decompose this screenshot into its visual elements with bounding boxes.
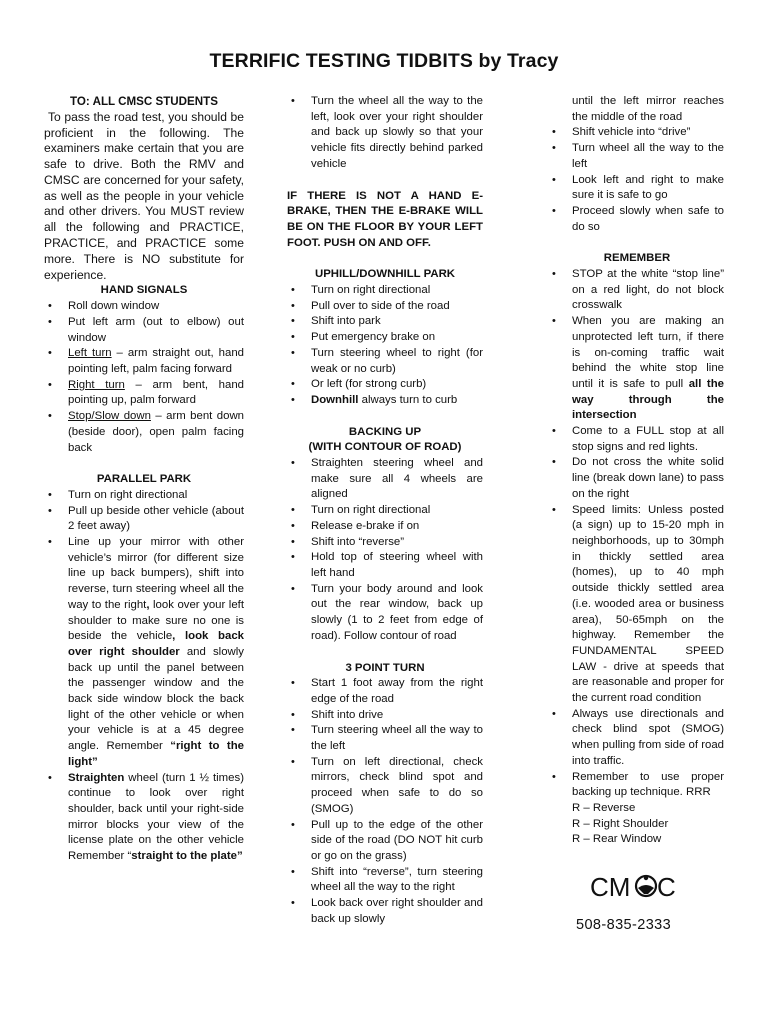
item-text: When you are making an unprotected left turn, if there is on-coming traffic wait behind the white stop line until it is safe to pull	[572, 315, 724, 390]
rrr-reverse: R – Reverse	[572, 801, 636, 814]
list-item: • Turn on right directional	[44, 488, 244, 504]
list-item	[44, 771, 244, 865]
list-item: • Shift into “reverse”, turn steering wheel all the way to the right	[287, 865, 483, 896]
intro-heading: TO: ALL CMSC STUDENTS	[70, 95, 218, 108]
list-item: • Always use directionals and check blind spot (SMOG) when pulling from side of road into traffic.	[550, 707, 724, 770]
item-text: always turn to curb	[358, 393, 458, 406]
list-item: • Turn the wheel all the way to the left, look over your right shoulder and back up slowly so that your vehicle fits directly behind parked vehicle	[287, 94, 483, 173]
column-2	[287, 94, 483, 927]
list-item: • Turn steering wheel to right (for weak or no curb)	[287, 346, 483, 377]
stop-term: Stop/Slow down	[68, 410, 151, 423]
svg-text:C: C	[657, 872, 676, 903]
column-3	[550, 94, 724, 933]
list-item: • Turn on right directional	[287, 283, 483, 299]
rrr-rear-window: R – Rear Window	[572, 833, 662, 846]
list-item: • Turn on left directional, check mirrors, check blind spot and proceed when safe to do so (SMOG)	[287, 755, 483, 818]
list-item: • Turn steering wheel all the way to the left	[287, 723, 483, 754]
list-item	[287, 393, 483, 409]
parallel-park-heading: PARALLEL PARK	[96, 473, 192, 486]
right-turn-desc: – arm bent, hand pointing up, palm forward	[68, 378, 244, 407]
remember-list	[550, 267, 724, 801]
list-item: • Pull up beside other vehicle (about 2 feet away)	[44, 504, 244, 535]
stop-desc: – arm bent down (beside door), open palm facing back	[68, 410, 245, 454]
hand-signals-list	[44, 299, 244, 456]
rrr-right-shoulder: R – Right Shoulder	[572, 817, 669, 830]
column-1	[44, 94, 244, 865]
backing-subheading: (WITH CONTOUR OF ROAD)	[308, 441, 462, 454]
list-item: • STOP at the white “stop line” on a red light, do not block crosswalk	[550, 267, 724, 314]
list-item	[44, 378, 244, 409]
list-item: • Shift into “reverse”	[287, 535, 483, 551]
right-turn-term: Right turn	[68, 378, 125, 391]
item-text: , look back over right shoulder	[68, 630, 244, 658]
list-item: • Remember to use proper backing up technique. RRR	[550, 770, 724, 801]
left-turn-term: Left turn	[68, 347, 112, 360]
hand-signals-heading: HAND SIGNALS	[100, 284, 188, 297]
item-text: straight to the plate”	[131, 850, 243, 863]
item-text: all the way through the intersection	[572, 377, 724, 422]
list-item: • Do not cross the white solid line (break down lane) to pass on the right	[550, 455, 724, 502]
item-text: and slowly back up until the panel between the passenger window and the back side window block the back light of the other vehicle or when your vehicle is at a 45 degree angle. Remember	[68, 645, 244, 753]
list-item	[44, 535, 244, 771]
three-point-list	[287, 676, 483, 927]
list-item	[44, 409, 244, 456]
cmsc-logo	[590, 868, 680, 904]
list-item	[44, 346, 244, 377]
remember-heading: REMEMBER	[603, 252, 671, 265]
list-item: • Come to a FULL stop at all stop signs and red lights.	[550, 424, 724, 455]
item-text: Line up your mirror with other vehicle’s mirror (for different size line up back bumpers), shift into reverse, turn steering wheel all the way to the right	[68, 536, 244, 611]
parallel-park-list	[44, 488, 244, 865]
uphill-list	[287, 283, 483, 409]
three-point-list-continued	[550, 125, 724, 235]
phone-number: 508-835-2333	[576, 916, 672, 933]
list-item: • Put emergency brake on	[287, 330, 483, 346]
three-point-continuation: until the left mirror reaches the middle of the road	[572, 95, 724, 123]
left-turn-desc: – arm straight out, hand pointing left, palm facing forward	[68, 347, 245, 375]
list-item: • Shift into park	[287, 314, 483, 330]
list-item	[550, 314, 724, 424]
list-item: • Put left arm (out to elbow) out window	[44, 315, 244, 346]
item-text: Straighten	[68, 771, 125, 784]
item-text: “right to the light”	[68, 740, 244, 768]
item-text: Downhill	[311, 393, 359, 406]
item-text: ,	[146, 598, 150, 611]
svg-text:CM: CM	[590, 872, 631, 903]
list-item: • Look back over right shoulder and back up slowly	[287, 896, 483, 927]
list-item: • Shift into drive	[287, 708, 483, 724]
intro-text: To pass the road test, you should be proficient in the following. The examiners make certain that you are safe to drive. Both the RMV and CMSC are concerned for your safety, as well as the people in your vehicle and other drivers. You MUST review all the following and PRACTICE, PRACTICE, and PRACTICE some more. There is NO substitute for experience.	[44, 109, 244, 282]
list-item: • Or left (for strong curb)	[287, 377, 483, 393]
page-title: TERRIFIC TESTING TIDBITS by Tracy	[209, 50, 559, 72]
backing-list	[287, 456, 483, 644]
list-item: • Roll down window	[44, 299, 244, 315]
list-item: • Look left and right to make sure it is safe to go	[550, 173, 724, 204]
steering-wheel-icon	[636, 876, 656, 896]
list-item: • Shift vehicle into “drive”	[550, 125, 724, 141]
parallel-park-list-continued	[287, 94, 483, 173]
list-item: • Turn your body around and look out the rear window, back up slowly (1 to 2 feet from edge of road). Follow contour of road	[287, 582, 483, 645]
list-item: • Start 1 foot away from the right edge of the road	[287, 676, 483, 707]
list-item: • Turn wheel all the way to the left	[550, 141, 724, 172]
list-item: • Turn on right directional	[287, 503, 483, 519]
list-item: • Release e-brake if on	[287, 519, 483, 535]
uphill-heading: UPHILL/DOWNHILL PARK	[314, 268, 456, 281]
item-text: wheel (turn 1 ½ times) continue to look over right shoulder, back until your right-side mirror blocks your view of the license plate on the other vehicle Remember “	[68, 771, 244, 863]
backing-heading: BACKING UP	[348, 425, 422, 438]
list-item: • Pull over to side of the road	[287, 299, 483, 315]
list-item: • Pull up to the edge of the other side of the road (DO NOT hit curb or go on the grass)	[287, 818, 483, 865]
list-item: • Speed limits: Unless posted (a sign) up to 15-20 mph in neighborhoods, up to 30mph in thickly settled area (homes), up to 40 mph outside thickly settled area (i.e. wooded area or business area), 50-65mph on the highway. Remember the FUNDAMENTAL SPEED LAW - drive at speeds that are reasonable and proper for the current road condition	[550, 503, 724, 707]
ebrake-note: IF THERE IS NOT A HAND E-BRAKE, THEN THE E-BRAKE WILL BE ON THE FLOOR BY YOUR LEFT FOOT. PUSH ON AND OFF.	[287, 189, 483, 249]
three-point-heading: 3 POINT TURN	[345, 661, 425, 674]
item-text: look over your left shoulder to make sure no one is beside the vehicle	[68, 598, 244, 643]
list-item: • Hold top of steering wheel with left hand	[287, 550, 483, 581]
list-item: • Proceed slowly when safe to do so	[550, 204, 724, 235]
list-item: • Straighten steering wheel and make sure all 4 wheels are aligned	[287, 456, 483, 503]
